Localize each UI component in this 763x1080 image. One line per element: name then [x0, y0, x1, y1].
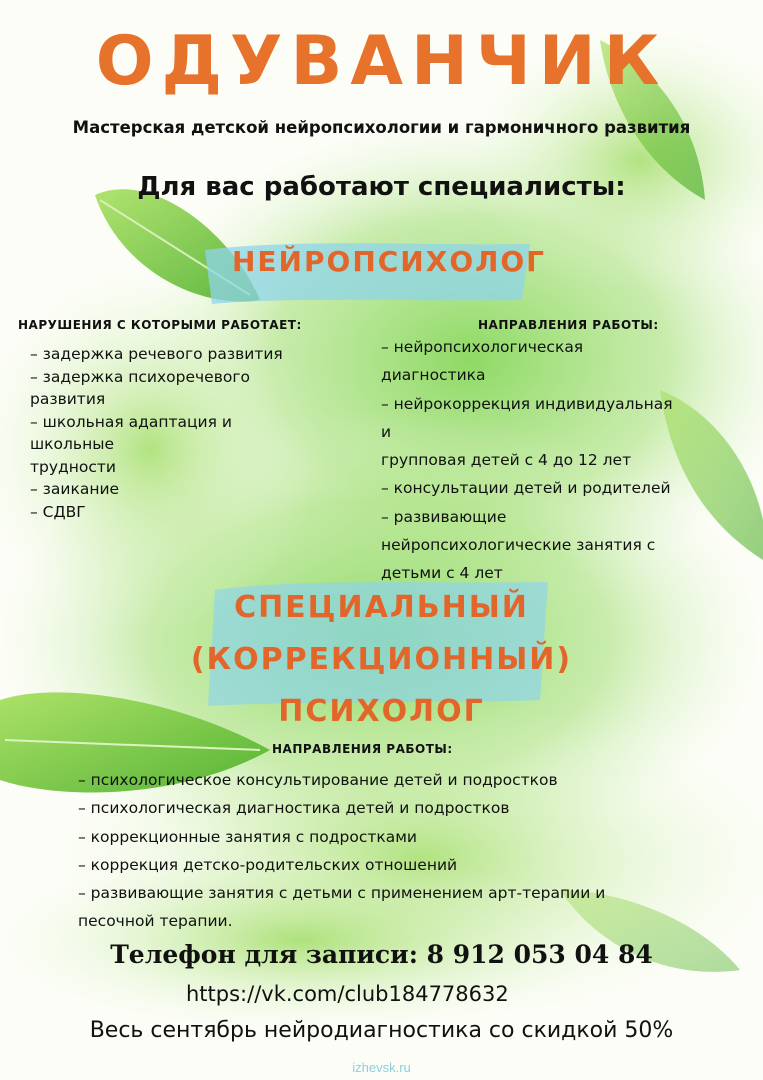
list-item: – развивающие — [381, 507, 507, 526]
list-item: – задержка речевого развития — [30, 345, 283, 363]
watermark: izhevsk.ru — [352, 1060, 411, 1075]
neuro-directions-list — [381, 333, 751, 588]
list-item: и — [381, 422, 392, 441]
list-item: нейропсихологические занятия с — [381, 536, 656, 555]
list-item: – нейрокоррекция индивидуальная — [381, 394, 673, 413]
promo-text: Весь сентябрь нейродиагностика со скидкой 50% — [89, 1018, 674, 1043]
list-item: – консультации детей и родителей — [381, 479, 671, 498]
disorders-label: НАРУШЕНИЯ С КОТОРЫМИ РАБОТАЕТ: — [18, 318, 302, 332]
psychologist-role-title-line1: СПЕЦИАЛЬНЫЙ — [234, 590, 529, 625]
phone-line: Телефон для записи: 8 912 053 04 84 — [110, 940, 653, 969]
brand-subtitle: Мастерская детской нейропсихологии и гармоничного развития — [72, 118, 691, 137]
list-item: – заикание — [30, 480, 120, 498]
vk-link[interactable]: https://vk.com/club184778632 — [186, 982, 509, 1006]
list-item: школьные — [30, 435, 114, 453]
list-item: – коррекционные занятия с подростками — [78, 827, 418, 846]
neuropsychologist-role-title: НЕЙРОПСИХОЛОГ — [232, 245, 547, 278]
psych-directions-label: НАПРАВЛЕНИЯ РАБОТЫ: — [272, 742, 453, 756]
list-item: – психологическое консультирование детей и подростков — [78, 771, 558, 789]
list-item: – развивающие занятия с детьми с применением арт-терапии и — [78, 884, 606, 903]
list-item: диагностика — [381, 366, 486, 385]
list-item: – коррекция детско-родительских отношений — [78, 855, 458, 874]
list-item: – психологическая диагностика детей и подростков — [78, 799, 510, 818]
brand-title: ОДУВАНЧИК — [95, 22, 668, 101]
psych-directions-list — [78, 766, 738, 936]
list-item: – СДВГ — [30, 502, 86, 521]
psychologist-role-title-line2: (КОРРЕКЦИОННЫЙ) — [190, 642, 573, 677]
list-item: – школьная адаптация и — [30, 412, 232, 431]
list-item: трудности — [30, 457, 116, 476]
list-item: песочной терапии. — [78, 912, 233, 931]
neuro-directions-label: НАПРАВЛЕНИЯ РАБОТЫ: — [478, 318, 659, 332]
list-item: – задержка психоречевого — [30, 367, 250, 386]
list-item: развития — [30, 390, 106, 408]
list-item: групповая детей с 4 до 12 лет — [381, 451, 632, 470]
psychologist-role-title-line3: ПСИХОЛОГ — [278, 694, 485, 729]
disorders-list — [30, 343, 350, 523]
list-item: – нейропсихологическая — [381, 338, 584, 356]
specialists-heading: Для вас работают специалисты: — [137, 172, 626, 202]
list-item: детьми с 4 лет — [381, 564, 503, 583]
